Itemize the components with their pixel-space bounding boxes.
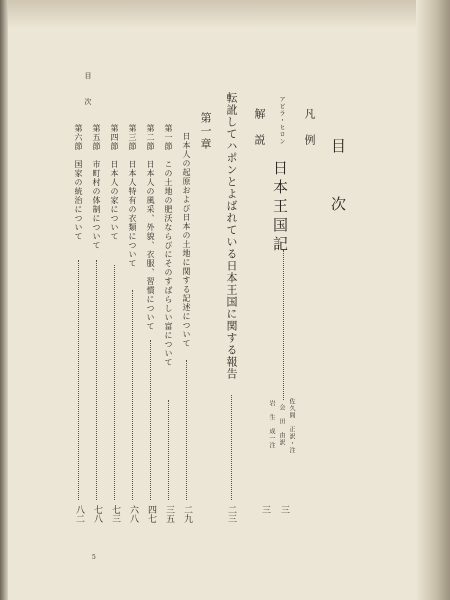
- page-edge: [0, 0, 8, 600]
- leader-dots: [283, 250, 284, 400]
- chapter-heading: 第一章: [199, 112, 212, 151]
- top-shadow: [0, 0, 450, 28]
- toc-title: 目 次: [329, 138, 347, 225]
- running-head: 目 次: [84, 72, 92, 111]
- book-spine: [416, 0, 450, 600]
- toc-section: 第四節 日本人の家について: [110, 124, 119, 241]
- page-num: 七三: [110, 505, 120, 523]
- page-num: 七八: [92, 505, 102, 523]
- leader-dots: [150, 340, 151, 500]
- page-num: 三: [279, 505, 289, 514]
- leader-dots: [78, 260, 79, 500]
- leader-dots: [114, 265, 115, 500]
- page-num: 三: [260, 505, 270, 514]
- translator-2: 会 田 由訳: [278, 404, 285, 446]
- book-title: 日本王国記: [271, 160, 289, 255]
- leader-dots: [132, 290, 133, 500]
- page-num: 四七: [146, 505, 156, 523]
- page-num: 八二: [74, 505, 84, 523]
- report-title: 転訛してハポンとよばれている日本王国に関する報告: [225, 92, 238, 380]
- translator-1: 佐久間 正訳・注: [288, 398, 295, 454]
- translator-3: 岩 生 成一注: [268, 400, 275, 449]
- entry-hanrei: 凡 例: [303, 108, 316, 147]
- toc-section: 第五節 市町村の体制について: [92, 124, 101, 250]
- entry-kaisetsu: 解 説: [253, 108, 266, 147]
- page-num: 二三: [226, 505, 236, 523]
- author-prefix: アビラ・ヒロン: [278, 96, 285, 145]
- toc-section: 日本人の起原および日本の土地に関する記述について: [182, 132, 191, 348]
- page-num: 二九: [182, 505, 192, 523]
- toc-section: 第一節 この土地の肥沃ならびにそのすばらしい富について: [164, 124, 173, 367]
- leader-dots: [231, 395, 232, 500]
- leader-dots: [96, 260, 97, 500]
- folio: 5: [92, 554, 96, 561]
- toc-section: 第三節 日本人特有の衣類について: [128, 124, 137, 268]
- toc-section: 第二節 日本人の風采、外貌、衣服、習慣について: [146, 124, 155, 331]
- leader-dots: [168, 400, 169, 500]
- page-num: 三五: [164, 505, 174, 523]
- toc-section: 第六節 国家の統治について: [74, 124, 83, 241]
- leader-dots: [186, 360, 187, 500]
- page-num: 六八: [128, 505, 138, 523]
